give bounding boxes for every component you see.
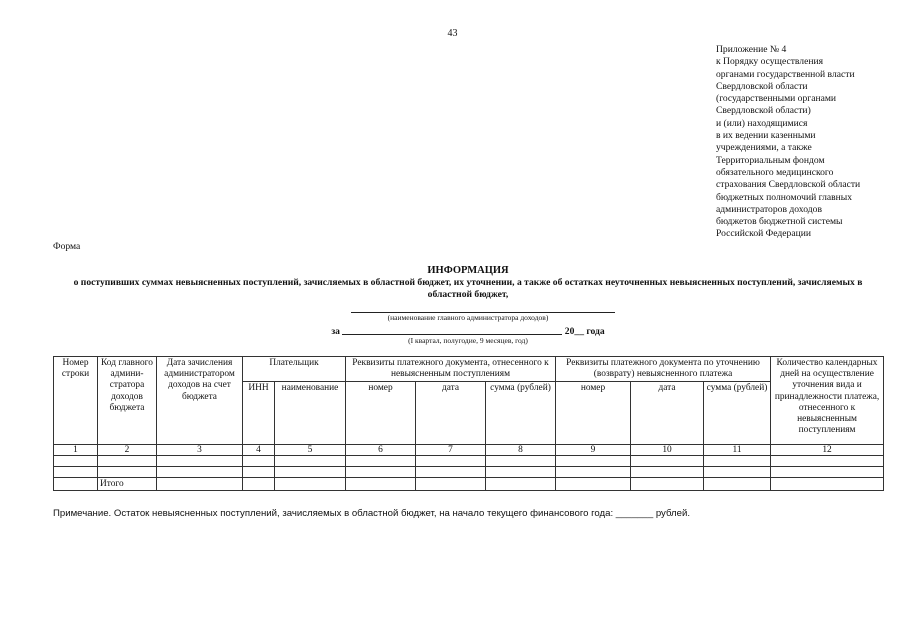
table-cell[interactable] <box>486 478 556 491</box>
footnote: Примечание. Остаток невыясненных поступлений, зачисляемых в областной бюджет, на начало текущего финансового года: _______ рублей. <box>53 508 690 519</box>
header-payer-name: наименование <box>275 382 346 445</box>
table-cell[interactable] <box>704 467 771 478</box>
table-cell[interactable] <box>631 456 704 467</box>
column-number: 12 <box>771 445 884 456</box>
header-number: номер <box>556 382 631 445</box>
appendix-line: страхования Свердловской области <box>716 179 861 191</box>
document-subtitle: о поступивших суммах невыясненных поступлений, зачисляемых в областной бюджет, их уточнении, а также об остатках неуточненных невыясненных поступлений, зачисляемых в областной бюджет, <box>73 277 863 300</box>
column-number: 1 <box>54 445 98 456</box>
total-label: Итого <box>98 478 157 491</box>
appendix-line: органами государственной власти <box>716 68 855 80</box>
header-row <box>54 357 884 382</box>
header-doc-clarification: Реквизиты платежного документа по уточнению (возврату) невыясненного платежа <box>556 357 771 382</box>
appendix-line: к Порядку осуществления <box>716 56 824 68</box>
appendix-line: администраторов доходов <box>716 203 822 215</box>
table-cell[interactable] <box>275 456 346 467</box>
table-cell[interactable] <box>704 456 771 467</box>
appendix-line: (государственными органами <box>716 93 837 105</box>
table-cell[interactable] <box>275 467 346 478</box>
column-number: 4 <box>243 445 275 456</box>
appendix-line: в их ведении казенными <box>716 130 816 142</box>
table-cell[interactable] <box>54 456 98 467</box>
form-label: Форма <box>53 241 81 252</box>
table-cell[interactable] <box>631 478 704 491</box>
appendix-line: бюджетных полномочий главных <box>716 191 853 203</box>
header-payer: Плательщик <box>243 357 346 382</box>
table-cell[interactable] <box>98 456 157 467</box>
table-cell[interactable] <box>416 478 486 491</box>
table-cell[interactable] <box>771 467 884 478</box>
column-number-row <box>54 445 884 456</box>
table-cell[interactable] <box>771 478 884 491</box>
table-cell[interactable] <box>416 467 486 478</box>
report-table <box>53 356 884 491</box>
table-row <box>54 456 884 467</box>
admin-name-caption: (наименование главного администратора доходов) <box>387 313 549 322</box>
appendix-line: Территориальным фондом <box>716 154 825 166</box>
table-cell[interactable] <box>416 456 486 467</box>
appendix-line: бюджетов бюджетной системы <box>716 216 843 228</box>
header-days-count: Количество календарных дней на осуществление уточнения вида и принадлежности платежа, отнесенного к невыясненным поступлениям <box>771 357 884 445</box>
header-doc-unclarified: Реквизиты платежного документа, отнесенного к невыясненным поступлениям <box>346 357 556 382</box>
table-cell[interactable] <box>771 456 884 467</box>
column-number: 3 <box>157 445 243 456</box>
appendix-reference <box>716 44 860 241</box>
column-number: 9 <box>556 445 631 456</box>
appendix-line: учреждениями, а также <box>716 142 812 154</box>
period-caption: (I квартал, полугодие, 9 месяцев, год) <box>408 336 528 345</box>
table-cell[interactable] <box>54 467 98 478</box>
column-number: 7 <box>416 445 486 456</box>
document-title: ИНФОРМАЦИЯ <box>427 265 509 276</box>
header-date: дата <box>631 382 704 445</box>
table-cell[interactable] <box>556 456 631 467</box>
table-cell[interactable] <box>556 467 631 478</box>
table-cell[interactable] <box>157 467 243 478</box>
header-admin-code: Код главного админи-стратора доходов бюджета <box>98 357 157 445</box>
table-cell[interactable] <box>346 467 416 478</box>
period-suffix: 20__ года <box>564 326 605 337</box>
table-cell[interactable] <box>243 467 275 478</box>
column-number: 5 <box>275 445 346 456</box>
period-prefix: за <box>331 326 340 337</box>
header-amount: сумма (рублей) <box>704 382 771 445</box>
table-cell[interactable] <box>631 467 704 478</box>
table-cell[interactable] <box>275 478 346 491</box>
appendix-line: Свердловской области <box>716 80 808 92</box>
header-credit-date: Дата зачисления администратором доходов на счет бюджета <box>157 357 243 445</box>
page-number: 43 <box>447 28 458 39</box>
table-cell[interactable] <box>346 478 416 491</box>
appendix-line: Приложение № 4 <box>716 44 787 55</box>
table-cell[interactable] <box>486 467 556 478</box>
column-number: 11 <box>704 445 771 456</box>
table-cell[interactable] <box>556 478 631 491</box>
table-cell[interactable] <box>54 478 98 491</box>
column-number: 8 <box>486 445 556 456</box>
table-cell[interactable] <box>346 456 416 467</box>
table-cell[interactable] <box>243 478 275 491</box>
column-number: 10 <box>631 445 704 456</box>
appendix-line: обязательного медицинского <box>716 166 834 178</box>
total-row <box>54 478 884 491</box>
header-payer-inn: ИНН <box>243 382 275 445</box>
period-field[interactable] <box>342 324 562 335</box>
appendix-line: Российской Федерации <box>716 228 811 240</box>
column-number: 2 <box>98 445 157 456</box>
table-cell[interactable] <box>157 456 243 467</box>
table-cell[interactable] <box>486 456 556 467</box>
table-row <box>54 467 884 478</box>
header-amount: сумма (рублей) <box>486 382 556 445</box>
title-block <box>53 264 883 301</box>
appendix-line: Свердловской области) <box>716 105 811 117</box>
table-cell[interactable] <box>243 456 275 467</box>
table-cell[interactable] <box>157 478 243 491</box>
header-number: номер <box>346 382 416 445</box>
appendix-line: и (или) находящимися <box>716 117 808 129</box>
column-number: 6 <box>346 445 416 456</box>
table-cell[interactable] <box>704 478 771 491</box>
header-date: дата <box>416 382 486 445</box>
table-cell[interactable] <box>98 467 157 478</box>
header-row-number: Номер строки <box>54 357 98 445</box>
